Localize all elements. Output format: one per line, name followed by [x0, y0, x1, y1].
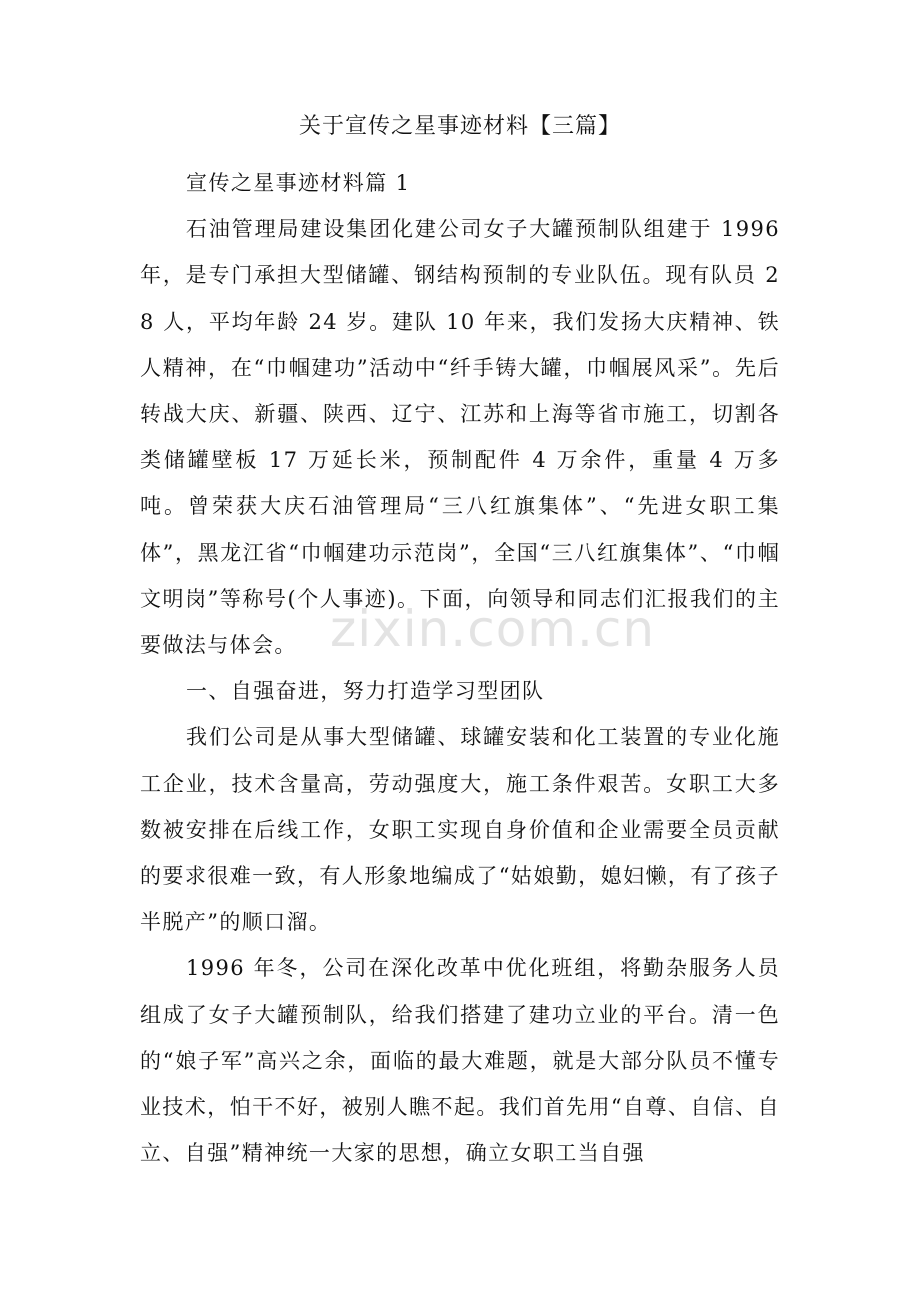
section-title: 宣传之星事迹材料篇 1	[186, 171, 411, 195]
paragraph-company: 我们公司是从事大型储罐、球罐安装和化工装置的专业化施工企业，技术含量高，劳动强度大，施工条件艰苦。女职工大多数被安排在后线工作，女职工实现自身价值和企业需要全员贡献的要求很难一致，有人形象地编成了“姑娘勤，媳妇懒，有了孩子半脱产”的顺口溜。	[140, 725, 780, 935]
document-title: 关于宣传之星事迹材料【三篇】	[298, 114, 621, 139]
paragraph-1996: 1996 年冬，公司在深化改革中优化班组，将勤杂服务人员组成了女子大罐预制队，给我们搭建了建功立业的平台。清一色的“娘子军”高兴之余，面临的最大难题，就是大部分队员不懂专业技术，怕干不好，被别人瞧不起。我们首先用“自尊、自信、自立、自强”精神统一大家的思想，确立女职工当自强	[140, 956, 780, 1166]
subheading-one: 一、自强奋进，努力打造学习型团队	[186, 679, 545, 704]
document-page	[140, 104, 780, 1176]
watermark-text: zixin.com.cn	[330, 600, 656, 658]
paragraph-intro: 石油管理局建设集团化建公司女子大罐预制队组建于 1996 年，是专门承担大型储罐、钢结构预制的专业队伍。现有队员 28 人，平均年龄 24 岁。建队 10 年来，我们发扬大庆精神、铁人精神，在“巾帼建功”活动中“纤手铸大罐，巾帼展风采”。先后转战大庆、新疆、陕西、辽宁、江苏和上海等省市施工，切割各类储罐壁板 17 万延长米，预制配件 4 万余件，重量 4 万多吨。曾荣获大庆石油管理局“三八红旗集体”、“先进女职工集体”，黑龙江省“巾帼建功示范岗”，全国“三八红旗集体”、“巾帼文明岗”等称号(个人事迹)。下面，向领导和同志们汇报我们的主要做法与体会。	[140, 217, 780, 658]
